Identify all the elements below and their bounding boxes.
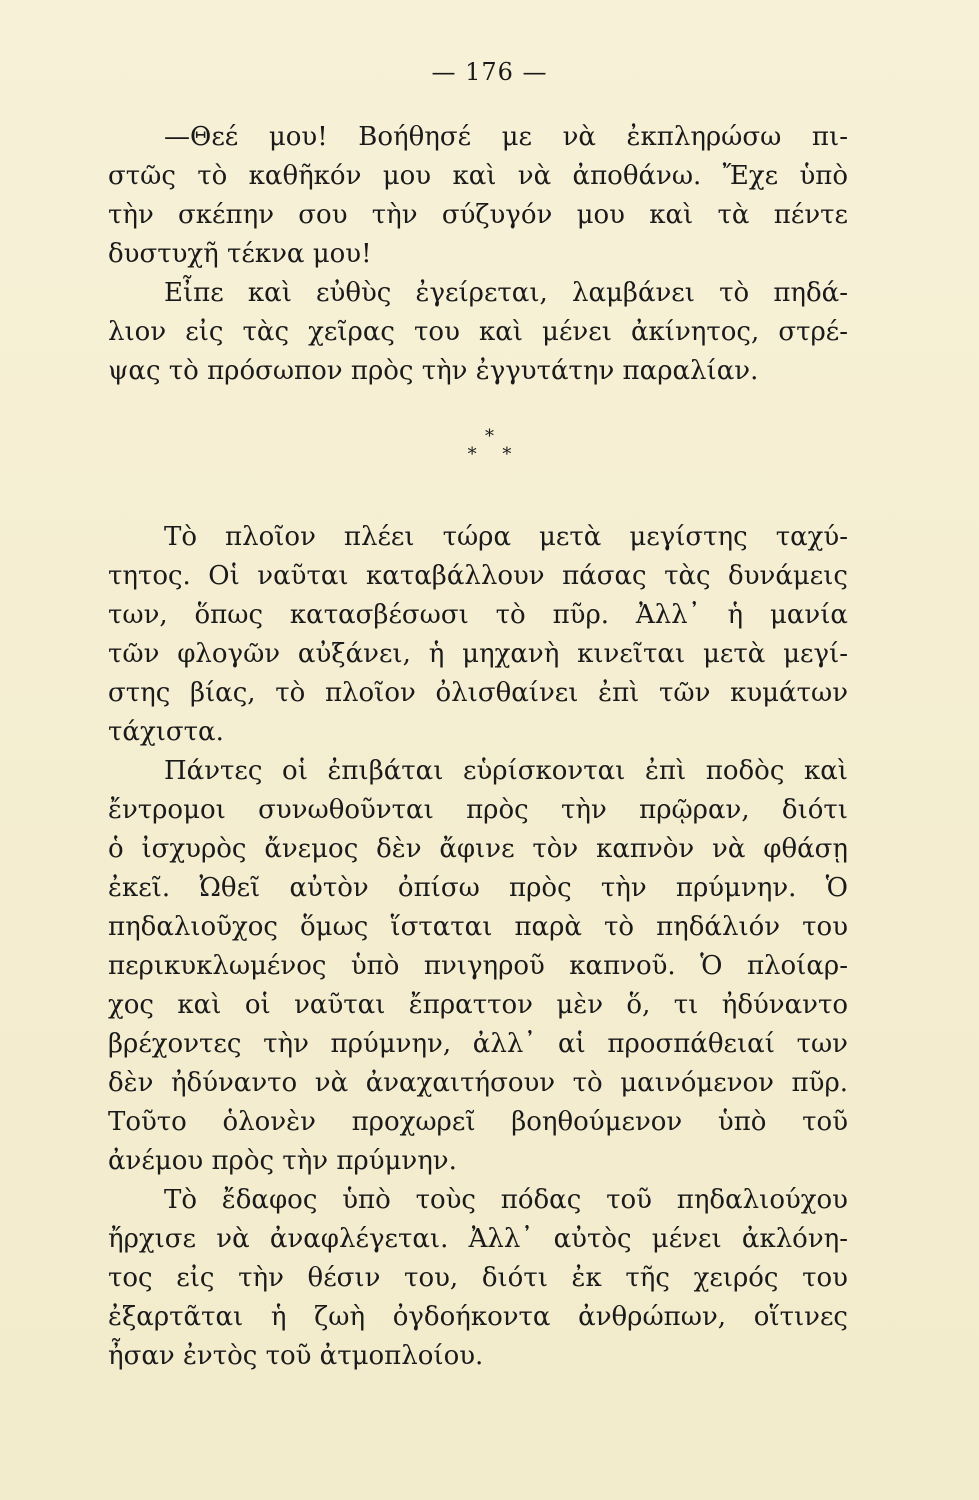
- text-line: ἤρχισε νὰ ἀναφλέγεται. Ἀλλ᾽ αὐτὸς μένει ἀκλόνη-: [108, 1224, 848, 1254]
- paragraph-block-fire: [108, 518, 848, 1376]
- text-line: περικυκλωμένος ὑπὸ πνιγηροῦ καπνοῦ. Ὁ πλοίαρ-: [108, 951, 848, 981]
- text-line: πηδαλιοῦχος ὅμως ἵσταται παρὰ τὸ πηδάλιόν του: [108, 912, 848, 942]
- text-line: Τοῦτο ὁλονὲν προχωρεῖ βοηθούμενον ὑπὸ τοῦ: [108, 1107, 848, 1137]
- text-line: ἐκεῖ. Ὠθεῖ αὐτὸν ὀπίσω πρὸς τὴν πρύμνην. Ὁ: [108, 873, 848, 903]
- text-line: δυστυχῆ τέκνα μου!: [108, 239, 372, 269]
- text-line: στῶς τὸ καθῆκόν μου καὶ νὰ ἀποθάνω. Ἔχε ὑπὸ: [108, 161, 848, 191]
- text-line: βρέχοντες τὴν πρύμνην, ἀλλ᾽ αἱ προσπάθειαί των: [108, 1029, 848, 1059]
- text-line: ψας τὸ πρόσωπον πρὸς τὴν ἐγγυτάτην παραλίαν.: [108, 356, 759, 386]
- text-line: δὲν ἠδύναντο νὰ ἀναχαιτήσουν τὸ μαινόμενον πῦρ.: [108, 1068, 848, 1098]
- section-divider-asterism: [0, 428, 979, 464]
- text-line: τητος. Οἱ ναῦται καταβάλλουν πάσας τὰς δυνάμεις: [108, 561, 848, 591]
- asterism-bottom: * *: [467, 444, 522, 465]
- text-line: Εἶπε καὶ εὐθὺς ἐγείρεται, λαμβάνει τὸ πηδά-: [164, 278, 848, 308]
- text-line: τος εἰς τὴν θέσιν του, διότι ἐκ τῆς χειρός του: [108, 1263, 848, 1293]
- text-line: τὴν σκέπην σου τὴν σύζυγόν μου καὶ τὰ πέντε: [108, 200, 848, 230]
- text-line: χος καὶ οἱ ναῦται ἔπραττον μὲν ὅ, τι ἠδύναντο: [108, 990, 848, 1020]
- paragraph-block-prayer: [108, 118, 848, 391]
- text-line: ὁ ἰσχυρὸς ἄνεμος δὲν ἄφινε τὸν καπνὸν νὰ φθάσῃ: [108, 834, 848, 864]
- text-line: ἐξαρτᾶται ἡ ζωὴ ὀγδοήκοντα ἀνθρώπων, οἵτινες: [108, 1302, 848, 1332]
- text-line: των, ὅπως κατασβέσωσι τὸ πῦρ. Ἀλλ᾽ ἡ μανία: [108, 600, 848, 630]
- text-line: Τὸ πλοῖον πλέει τώρα μετὰ μεγίστης ταχύ-: [164, 522, 848, 552]
- text-line: ἀνέμου πρὸς τὴν πρύμνην.: [108, 1146, 457, 1176]
- text-line: λιον εἰς τὰς χεῖρας του καὶ μένει ἀκίνητος, στρέ-: [108, 317, 848, 347]
- text-line: στης βίας, τὸ πλοῖον ὀλισθαίνει ἐπὶ τῶν κυμάτων: [108, 678, 848, 708]
- text-line: Τὸ ἔδαφος ὑπὸ τοὺς πόδας τοῦ πηδαλιούχου: [164, 1185, 848, 1215]
- text-line: ἦσαν ἐντὸς τοῦ ἀτμοπλοίου.: [108, 1341, 484, 1371]
- asterism-top: *: [485, 426, 494, 447]
- text-line: τάχιστα.: [108, 717, 224, 747]
- text-line: ἔντρομοι συνωθοῦνται πρὸς τὴν πρῷραν, διότι: [108, 795, 848, 825]
- text-line: τῶν φλογῶν αὐξάνει, ἡ μηχανὴ κινεῖται μετὰ μεγί-: [108, 639, 848, 669]
- page-number: — 176 —: [431, 58, 548, 86]
- text-line: Πάντες οἱ ἐπιβάται εὑρίσκονται ἐπὶ ποδὸς καὶ: [164, 756, 848, 786]
- text-line: —Θεέ μου! Βοήθησέ με νὰ ἐκπληρώσω πι-: [164, 122, 848, 152]
